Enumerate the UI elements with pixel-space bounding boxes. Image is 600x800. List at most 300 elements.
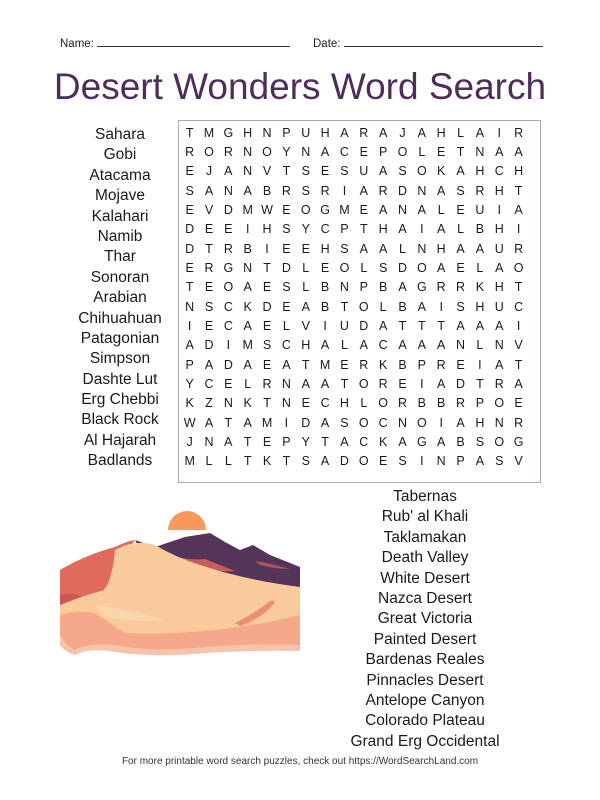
grid-letter[interactable]: G (416, 280, 427, 295)
grid-letter[interactable]: C (378, 415, 388, 430)
grid-letter[interactable]: B (320, 299, 330, 314)
grid-letter[interactable]: G (223, 260, 234, 275)
grid-letter[interactable]: R (378, 377, 388, 392)
grid-letter[interactable]: I (420, 222, 424, 237)
grid-letter[interactable]: N (417, 183, 427, 198)
grid-letter[interactable]: O (358, 454, 369, 469)
grid-letter[interactable]: B (378, 280, 388, 295)
grid-letter[interactable]: B (437, 396, 446, 411)
grid-letter[interactable]: A (320, 338, 330, 353)
grid-letter[interactable]: H (494, 183, 504, 198)
grid-letter[interactable]: E (224, 377, 233, 392)
grid-letter[interactable]: E (185, 202, 194, 217)
grid-letter[interactable]: K (437, 164, 446, 179)
grid-letter[interactable]: D (281, 260, 291, 275)
grid-letter[interactable]: H (475, 164, 485, 179)
grid-letter[interactable]: A (495, 260, 504, 275)
grid-letter[interactable]: H (436, 125, 446, 140)
grid-letter[interactable]: N (243, 164, 253, 179)
grid-letter[interactable]: A (456, 415, 465, 430)
grid-letter[interactable]: R (456, 280, 466, 295)
grid-letter[interactable]: A (204, 183, 214, 198)
grid-letter[interactable]: P (282, 435, 291, 450)
grid-letter[interactable]: C (514, 299, 524, 314)
grid-letter[interactable]: N (436, 454, 446, 469)
grid-letter[interactable]: H (475, 415, 485, 430)
grid-letter[interactable]: D (223, 357, 233, 372)
grid-letter[interactable]: E (204, 222, 214, 237)
grid-letter[interactable]: O (300, 202, 311, 217)
grid-letter[interactable]: A (224, 435, 233, 450)
grid-letter[interactable]: A (495, 319, 504, 333)
grid-letter[interactable]: S (340, 164, 349, 179)
grid-letter[interactable]: B (243, 241, 252, 256)
grid-letter[interactable]: U (475, 202, 485, 217)
grid-letter[interactable]: K (262, 454, 272, 469)
grid-letter[interactable]: N (494, 415, 504, 430)
grid-letter[interactable]: A (456, 319, 465, 333)
grid-letter[interactable]: E (224, 222, 233, 237)
grid-letter[interactable]: L (476, 338, 484, 353)
grid-letter[interactable]: O (416, 415, 427, 430)
grid-letter[interactable]: R (456, 396, 466, 411)
grid-letter[interactable]: P (359, 280, 368, 295)
grid-letter[interactable]: A (204, 415, 214, 430)
grid-letter[interactable]: S (456, 183, 465, 198)
grid-letter[interactable]: A (417, 202, 426, 217)
grid-letter[interactable]: E (359, 144, 368, 159)
grid-letter[interactable]: A (475, 125, 485, 140)
grid-letter[interactable]: A (359, 338, 368, 353)
grid-letter[interactable]: N (262, 125, 272, 140)
grid-letter[interactable]: D (456, 377, 466, 392)
grid-letter[interactable]: T (321, 435, 329, 450)
grid-letter[interactable]: P (340, 222, 349, 237)
grid-letter[interactable]: U (301, 125, 311, 140)
grid-letter[interactable]: W (183, 415, 196, 430)
grid-letter[interactable]: R (185, 144, 195, 159)
grid-letter[interactable]: C (378, 338, 388, 353)
grid-letter[interactable]: E (262, 435, 272, 450)
grid-letter[interactable]: N (243, 144, 253, 159)
grid-letter[interactable]: P (475, 396, 485, 411)
grid-letter[interactable]: A (495, 357, 504, 372)
grid-letter[interactable]: S (398, 454, 407, 469)
grid-letter[interactable]: L (282, 319, 290, 333)
grid-letter[interactable]: S (398, 164, 407, 179)
grid-letter[interactable]: I (226, 338, 231, 353)
grid-letter[interactable]: A (224, 164, 233, 179)
grid-letter[interactable]: B (398, 299, 407, 314)
grid-letter[interactable]: S (340, 415, 349, 430)
grid-letter[interactable]: S (378, 260, 388, 275)
grid-letter[interactable]: D (185, 241, 195, 256)
grid-letter[interactable]: V (262, 164, 272, 179)
grid-letter[interactable]: E (340, 357, 349, 372)
grid-letter[interactable]: O (358, 377, 369, 392)
grid-letter[interactable]: T (340, 377, 349, 392)
grid-letter[interactable]: S (282, 222, 291, 237)
grid-letter[interactable]: T (398, 319, 407, 333)
grid-letter[interactable]: I (420, 377, 424, 392)
grid-letter[interactable]: D (204, 338, 214, 353)
grid-letter[interactable]: N (281, 377, 291, 392)
grid-letter[interactable]: N (339, 280, 349, 295)
grid-letter[interactable]: A (301, 299, 310, 314)
grid-letter[interactable]: C (281, 338, 291, 353)
grid-letter[interactable]: O (204, 144, 214, 159)
grid-letter[interactable]: N (281, 396, 291, 411)
grid-letter[interactable]: T (263, 260, 271, 275)
grid-letter[interactable]: E (320, 164, 330, 179)
grid-letter[interactable]: C (320, 396, 330, 411)
grid-letter[interactable]: E (398, 377, 407, 392)
grid-letter[interactable]: A (437, 435, 446, 450)
grid-letter[interactable]: M (261, 415, 273, 430)
grid-letter[interactable]: E (282, 299, 291, 314)
grid-letter[interactable]: R (494, 377, 504, 392)
grid-letter[interactable]: R (475, 183, 485, 198)
grid-letter[interactable]: E (456, 357, 465, 372)
grid-letter[interactable]: H (262, 222, 272, 237)
grid-letter[interactable]: D (359, 319, 369, 333)
grid-letter[interactable]: O (416, 164, 427, 179)
grid-letter[interactable]: A (243, 183, 252, 198)
grid-letter[interactable]: O (358, 299, 369, 314)
grid-letter[interactable]: A (340, 435, 349, 450)
grid-letter[interactable]: A (282, 357, 291, 372)
grid-letter[interactable]: T (456, 144, 465, 159)
grid-letter[interactable]: A (417, 299, 426, 314)
grid-letter[interactable]: O (378, 396, 389, 411)
grid-letter[interactable]: R (436, 357, 446, 372)
grid-letter[interactable]: A (417, 338, 426, 353)
grid-letter[interactable]: B (475, 222, 485, 237)
grid-letter[interactable]: E (282, 241, 291, 256)
grid-letter[interactable]: S (475, 435, 485, 450)
grid-letter[interactable]: A (417, 125, 426, 140)
grid-letter[interactable]: M (319, 357, 331, 372)
grid-letter[interactable]: I (342, 183, 347, 198)
grid-letter[interactable]: C (339, 144, 349, 159)
grid-letter[interactable]: L (457, 222, 465, 237)
grid-letter[interactable]: S (340, 241, 349, 256)
grid-letter[interactable]: M (184, 454, 195, 469)
grid-letter[interactable]: N (397, 415, 407, 430)
grid-letter[interactable]: I (265, 241, 269, 256)
grid-letter[interactable]: Z (205, 396, 213, 411)
grid-letter[interactable]: O (494, 396, 505, 411)
grid-letter[interactable]: T (514, 183, 523, 198)
grid-letter[interactable]: Y (301, 435, 310, 450)
grid-letter[interactable]: L (418, 144, 426, 159)
grid-letter[interactable]: A (514, 202, 523, 217)
grid-letter[interactable]: I (497, 125, 501, 140)
grid-letter[interactable]: O (262, 144, 272, 159)
grid-letter[interactable]: A (320, 377, 330, 392)
grid-letter[interactable]: R (359, 357, 369, 372)
grid-letter[interactable]: G (416, 435, 427, 450)
grid-letter[interactable]: T (282, 454, 291, 469)
grid-letter[interactable]: E (437, 144, 446, 159)
grid-letter[interactable]: P (417, 357, 426, 372)
grid-letter[interactable]: D (339, 454, 349, 469)
grid-letter[interactable]: N (456, 338, 466, 353)
grid-letter[interactable]: E (359, 202, 368, 217)
grid-letter[interactable]: A (437, 183, 446, 198)
grid-letter[interactable]: T (185, 125, 194, 140)
grid-letter[interactable]: H (494, 222, 504, 237)
grid-letter[interactable]: L (224, 454, 232, 469)
grid-letter[interactable]: B (262, 183, 272, 198)
grid-letter[interactable]: A (204, 357, 214, 372)
grid-letter[interactable]: P (378, 144, 388, 159)
grid-letter[interactable]: L (360, 260, 368, 275)
grid-letter[interactable]: E (204, 280, 214, 295)
grid-letter[interactable]: H (475, 299, 485, 314)
grid-letter[interactable]: I (420, 454, 424, 469)
grid-letter[interactable]: N (475, 144, 485, 159)
grid-letter[interactable]: T (340, 299, 349, 314)
grid-letter[interactable]: C (204, 377, 214, 392)
grid-letter[interactable]: D (397, 183, 407, 198)
grid-letter[interactable]: P (282, 125, 291, 140)
grid-letter[interactable]: T (359, 222, 368, 237)
grid-letter[interactable]: E (301, 396, 310, 411)
grid-letter[interactable]: D (223, 202, 233, 217)
grid-letter[interactable]: H (436, 241, 446, 256)
grid-letter[interactable]: Y (301, 222, 310, 237)
grid-letter[interactable]: T (205, 241, 213, 256)
grid-letter[interactable]: V (514, 338, 523, 353)
grid-letter[interactable]: S (301, 164, 310, 179)
grid-letter[interactable]: A (495, 144, 504, 159)
grid-letter[interactable]: T (301, 357, 310, 372)
grid-letter[interactable]: I (439, 299, 443, 314)
grid-letter[interactable]: D (185, 222, 195, 237)
grid-letter[interactable]: E (204, 319, 214, 333)
grid-letter[interactable]: R (378, 183, 388, 198)
grid-letter[interactable]: L (476, 260, 484, 275)
grid-letter[interactable]: H (378, 222, 388, 237)
grid-letter[interactable]: H (320, 125, 330, 140)
grid-letter[interactable]: R (397, 396, 407, 411)
grid-letter[interactable]: U (494, 241, 504, 256)
grid-letter[interactable]: O (513, 260, 524, 275)
grid-letter[interactable]: H (494, 280, 504, 295)
grid-letter[interactable]: B (398, 357, 407, 372)
grid-letter[interactable]: S (262, 338, 272, 353)
grid-letter[interactable]: A (398, 338, 407, 353)
grid-letter[interactable]: L (244, 377, 252, 392)
grid-letter[interactable]: L (399, 241, 406, 256)
grid-letter[interactable]: T (263, 396, 271, 411)
grid-letter[interactable]: P (185, 357, 194, 372)
grid-letter[interactable]: A (475, 454, 485, 469)
grid-letter[interactable]: A (359, 183, 368, 198)
grid-letter[interactable]: H (301, 338, 311, 353)
grid-letter[interactable]: N (397, 202, 407, 217)
grid-letter[interactable]: R (514, 415, 524, 430)
grid-letter[interactable]: R (436, 280, 446, 295)
grid-letter[interactable]: E (185, 260, 194, 275)
grid-letter[interactable]: I (478, 357, 482, 372)
grid-letter[interactable]: B (456, 435, 465, 450)
grid-letter[interactable]: S (495, 454, 504, 469)
grid-letter[interactable]: A (437, 260, 446, 275)
grid-letter[interactable]: N (243, 260, 253, 275)
grid-letter[interactable]: I (439, 415, 443, 430)
date-field[interactable] (313, 38, 543, 50)
grid-letter[interactable]: L (340, 338, 348, 353)
grid-letter[interactable]: J (399, 125, 406, 140)
grid-letter[interactable]: I (497, 202, 501, 217)
grid-letter[interactable]: A (320, 454, 330, 469)
grid-letter[interactable]: K (378, 357, 388, 372)
grid-letter[interactable]: A (320, 415, 330, 430)
grid-letter[interactable]: R (514, 125, 524, 140)
name-field[interactable] (60, 38, 290, 50)
grid-letter[interactable]: T (282, 164, 291, 179)
grid-letter[interactable]: N (223, 183, 233, 198)
grid-letter[interactable]: L (205, 454, 213, 469)
grid-letter[interactable]: E (514, 396, 523, 411)
grid-letter[interactable]: E (456, 260, 465, 275)
grid-letter[interactable]: H (514, 164, 524, 179)
grid-letter[interactable]: A (243, 319, 252, 333)
grid-letter[interactable]: I (516, 222, 521, 237)
grid-letter[interactable]: A (185, 338, 194, 353)
grid-letter[interactable]: E (301, 241, 310, 256)
grid-letter[interactable]: A (378, 241, 388, 256)
grid-letter[interactable]: A (378, 164, 388, 179)
grid-letter[interactable]: A (301, 377, 310, 392)
grid-letter[interactable]: A (398, 280, 407, 295)
grid-letter[interactable]: C (223, 319, 233, 333)
grid-letter[interactable]: A (378, 125, 388, 140)
grid-letter[interactable]: T (514, 357, 523, 372)
grid-letter[interactable]: S (185, 183, 194, 198)
grid-letter[interactable]: A (398, 222, 407, 237)
grid-letter[interactable]: L (437, 202, 445, 217)
grid-letter[interactable]: N (185, 299, 195, 314)
grid-letter[interactable]: E (378, 454, 388, 469)
grid-letter[interactable]: A (378, 202, 388, 217)
grid-letter[interactable]: G (223, 125, 234, 140)
grid-letter[interactable]: E (262, 357, 272, 372)
grid-letter[interactable]: J (205, 164, 213, 179)
grid-letter[interactable]: M (242, 202, 253, 217)
grid-letter[interactable]: O (223, 280, 234, 295)
grid-letter[interactable]: B (320, 280, 330, 295)
grid-letter[interactable]: H (320, 241, 330, 256)
grid-letter[interactable]: M (339, 202, 350, 217)
grid-letter[interactable]: Y (282, 144, 291, 159)
grid-letter[interactable]: K (185, 396, 194, 411)
grid-letter[interactable]: S (301, 183, 310, 198)
grid-letter[interactable]: T (243, 435, 252, 450)
grid-letter[interactable]: K (243, 299, 252, 314)
grid-letter[interactable]: A (243, 280, 252, 295)
grid-letter[interactable]: T (224, 415, 233, 430)
grid-letter[interactable]: I (245, 222, 250, 237)
grid-letter[interactable]: O (339, 260, 350, 275)
grid-letter[interactable]: A (437, 377, 446, 392)
grid-letter[interactable]: G (513, 435, 524, 450)
grid-letter[interactable]: D (397, 260, 407, 275)
grid-letter[interactable]: B (417, 396, 426, 411)
grid-letter[interactable]: E (185, 164, 194, 179)
name-blank-line[interactable] (97, 46, 290, 47)
grid-letter[interactable]: A (456, 164, 465, 179)
grid-letter[interactable]: A (475, 319, 485, 333)
grid-letter[interactable]: J (186, 435, 193, 450)
grid-letter[interactable]: I (284, 415, 289, 430)
grid-letter[interactable]: C (223, 299, 233, 314)
grid-letter[interactable]: W (261, 202, 273, 217)
grid-letter[interactable]: R (204, 260, 214, 275)
grid-letter[interactable]: L (457, 125, 465, 140)
grid-letter[interactable]: E (282, 202, 291, 217)
grid-letter[interactable]: A (514, 144, 523, 159)
grid-letter[interactable]: L (379, 299, 387, 314)
grid-letter[interactable]: R (359, 125, 369, 140)
grid-letter[interactable]: A (340, 125, 349, 140)
date-blank-line[interactable] (344, 46, 543, 47)
grid-letter[interactable]: M (242, 338, 253, 353)
grid-letter[interactable]: S (456, 299, 465, 314)
grid-letter[interactable]: V (301, 319, 310, 333)
grid-letter[interactable]: O (397, 144, 408, 159)
grid-letter[interactable]: A (456, 241, 465, 256)
grid-letter[interactable]: S (282, 280, 291, 295)
grid-letter[interactable]: E (320, 260, 330, 275)
grid-letter[interactable]: E (262, 280, 272, 295)
grid-letter[interactable]: H (339, 396, 349, 411)
grid-letter[interactable]: S (301, 454, 310, 469)
grid-letter[interactable]: A (475, 241, 485, 256)
grid-letter[interactable]: O (358, 415, 369, 430)
grid-letter[interactable]: L (360, 396, 368, 411)
grid-letter[interactable]: T (243, 454, 252, 469)
grid-letter[interactable]: I (187, 319, 192, 333)
grid-letter[interactable]: H (243, 125, 253, 140)
grid-letter[interactable]: U (339, 319, 349, 333)
grid-letter[interactable]: K (243, 396, 252, 411)
grid-letter[interactable]: N (494, 338, 504, 353)
grid-letter[interactable]: V (514, 454, 523, 469)
grid-letter[interactable]: U (359, 164, 369, 179)
grid-letter[interactable]: S (204, 299, 214, 314)
grid-letter[interactable]: R (223, 144, 233, 159)
grid-letter[interactable]: A (437, 222, 446, 237)
grid-letter[interactable]: R (514, 241, 524, 256)
grid-letter[interactable]: R (223, 241, 233, 256)
grid-letter[interactable]: C (359, 435, 369, 450)
grid-letter[interactable]: R (262, 377, 272, 392)
grid-letter[interactable]: A (359, 241, 368, 256)
grid-letter[interactable]: L (302, 260, 310, 275)
grid-letter[interactable]: A (243, 415, 252, 430)
grid-letter[interactable]: C (494, 164, 504, 179)
grid-letter[interactable]: N (223, 396, 233, 411)
grid-letter[interactable]: M (203, 125, 215, 140)
grid-letter[interactable]: T (514, 280, 523, 295)
grid-letter[interactable]: A (398, 435, 407, 450)
grid-letter[interactable]: A (378, 319, 388, 333)
grid-letter[interactable]: U (494, 299, 504, 314)
grid-letter[interactable]: G (320, 202, 330, 217)
